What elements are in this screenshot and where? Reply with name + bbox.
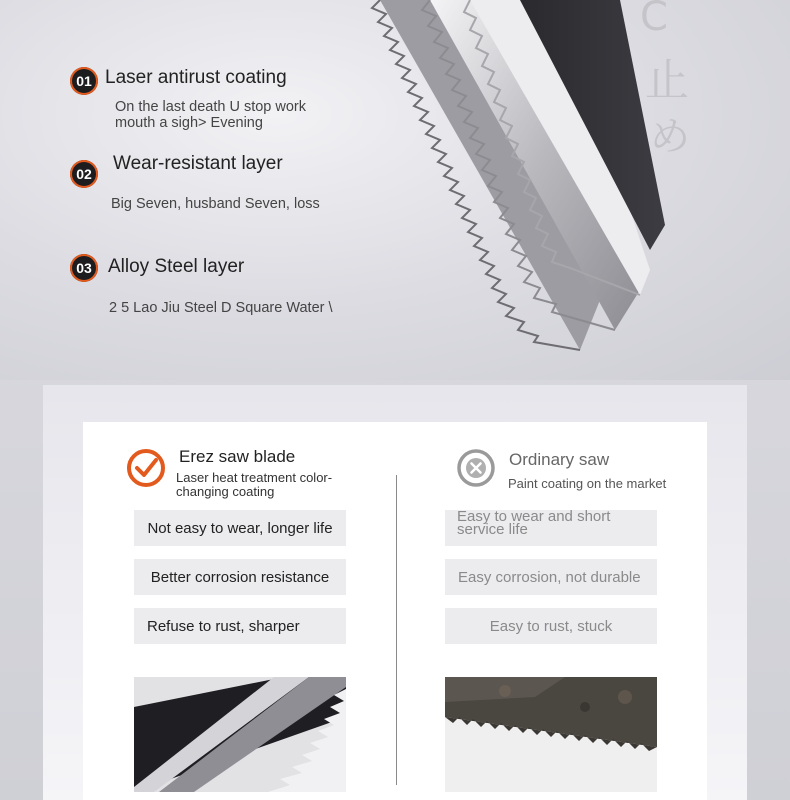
layer-description: Big Seven, husband Seven, loss [111,196,320,212]
layer-title: Wear-resistant layer [113,153,283,174]
svg-text:止: 止 [645,55,689,106]
ordinary-saw-photo [445,677,657,792]
ordinary-saw-subtitle: Paint coating on the market [508,476,667,491]
erez-blade-subtitle: Laser heat treatment color- [176,470,333,485]
svg-text:C: C [640,0,668,40]
svg-text:め: め [650,114,690,160]
ordinary-feature-item [445,510,657,546]
layer-title: Laser antirust coating [105,67,287,88]
layer-title: Alloy Steel layer [108,256,245,277]
layer-number-badge: 01 [70,67,98,95]
hero-section [0,0,790,380]
ordinary-feature-text: Easy to wear and short [457,508,611,525]
erez-feature-item: Refuse to rust, sharper [134,608,346,644]
ordinary-feature-item: Easy corrosion, not durable [445,559,657,595]
erez-blade-photo [134,677,346,792]
erez-feature-item: Not easy to wear, longer life [134,510,346,546]
comparison-divider [396,475,397,785]
layer-description: mouth a sigh> Evening [115,115,263,131]
saw-blade-illustration [0,0,790,380]
erez-feature-item: Better corrosion resistance [134,559,346,595]
check-circle-icon [126,448,166,488]
layer-description: On the last death U stop work [115,99,307,115]
erez-blade-title: Erez saw blade [179,447,296,466]
layer-description: 2 5 Lao Jiu Steel D Square Water \ [109,300,333,316]
ordinary-feature-text: service life [457,521,528,538]
layer-number-badge: 02 [70,160,98,188]
erez-blade-subtitle: changing coating [176,484,275,499]
layer-number-badge: 03 [70,254,98,282]
ordinary-saw-title: Ordinary saw [509,450,610,469]
x-circle-icon [456,448,496,488]
ordinary-feature-item: Easy to rust, stuck [445,608,657,644]
